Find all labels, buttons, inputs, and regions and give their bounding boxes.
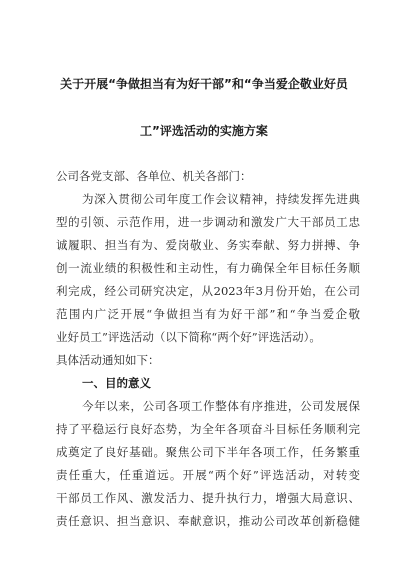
intro-line: 具体活动通知如下： [56, 353, 160, 367]
document-title-line-1: 关于开展“争做担当有为好干部”和“争当爱企敬业好员 [60, 77, 348, 91]
intro-line: 诚履职、担当有为、爱岗敬业、务实奉献、努力拼搏、争 [56, 238, 360, 252]
section-line: 成奠定了良好基础。聚焦公司下半年各项工作，任务繁重 [56, 445, 360, 459]
intro-line: 创一流业绩的积极性和主动性，有力确保全年目标任务顺 [56, 261, 360, 275]
section-line: 干部员工作风、激发活力、提升执行力，增强大局意识、 [56, 491, 360, 505]
intro-line: 型的引领、示范作用，进一步调动和激发广大干部员工忠 [56, 215, 360, 229]
section-heading: 一、目的意义 [82, 376, 151, 390]
salutation: 公司各党支部、各单位、机关各部门： [56, 169, 252, 183]
intro-line: 利完成，经公司研究决定，从2023年3月份开始，在公司 [56, 284, 360, 298]
document-title-line-2: 工”评选活动的实施方案 [140, 124, 268, 138]
section-line: 责任重大，任重道远。开展“两个好”评选活动，对转变 [56, 468, 360, 482]
intro-line: 为深入贯彻公司年度工作会议精神，持续发挥先进典 [82, 192, 360, 206]
intro-line: 范围内广泛开展“争做担当有为好干部”和“争当爱企敬 [56, 307, 360, 321]
intro-line: 业好员工”评选活动（以下简称“两个好”评选活动）。 [56, 330, 321, 344]
section-line: 今年以来，公司各项工作整体有序推进，公司发展保 [82, 399, 360, 413]
section-line: 持了平稳运行良好态势，为全年各项奋斗目标任务顺利完 [56, 422, 360, 436]
section-line: 责任意识、担当意识、奉献意识，推动公司改革创新稳健 [56, 514, 360, 528]
